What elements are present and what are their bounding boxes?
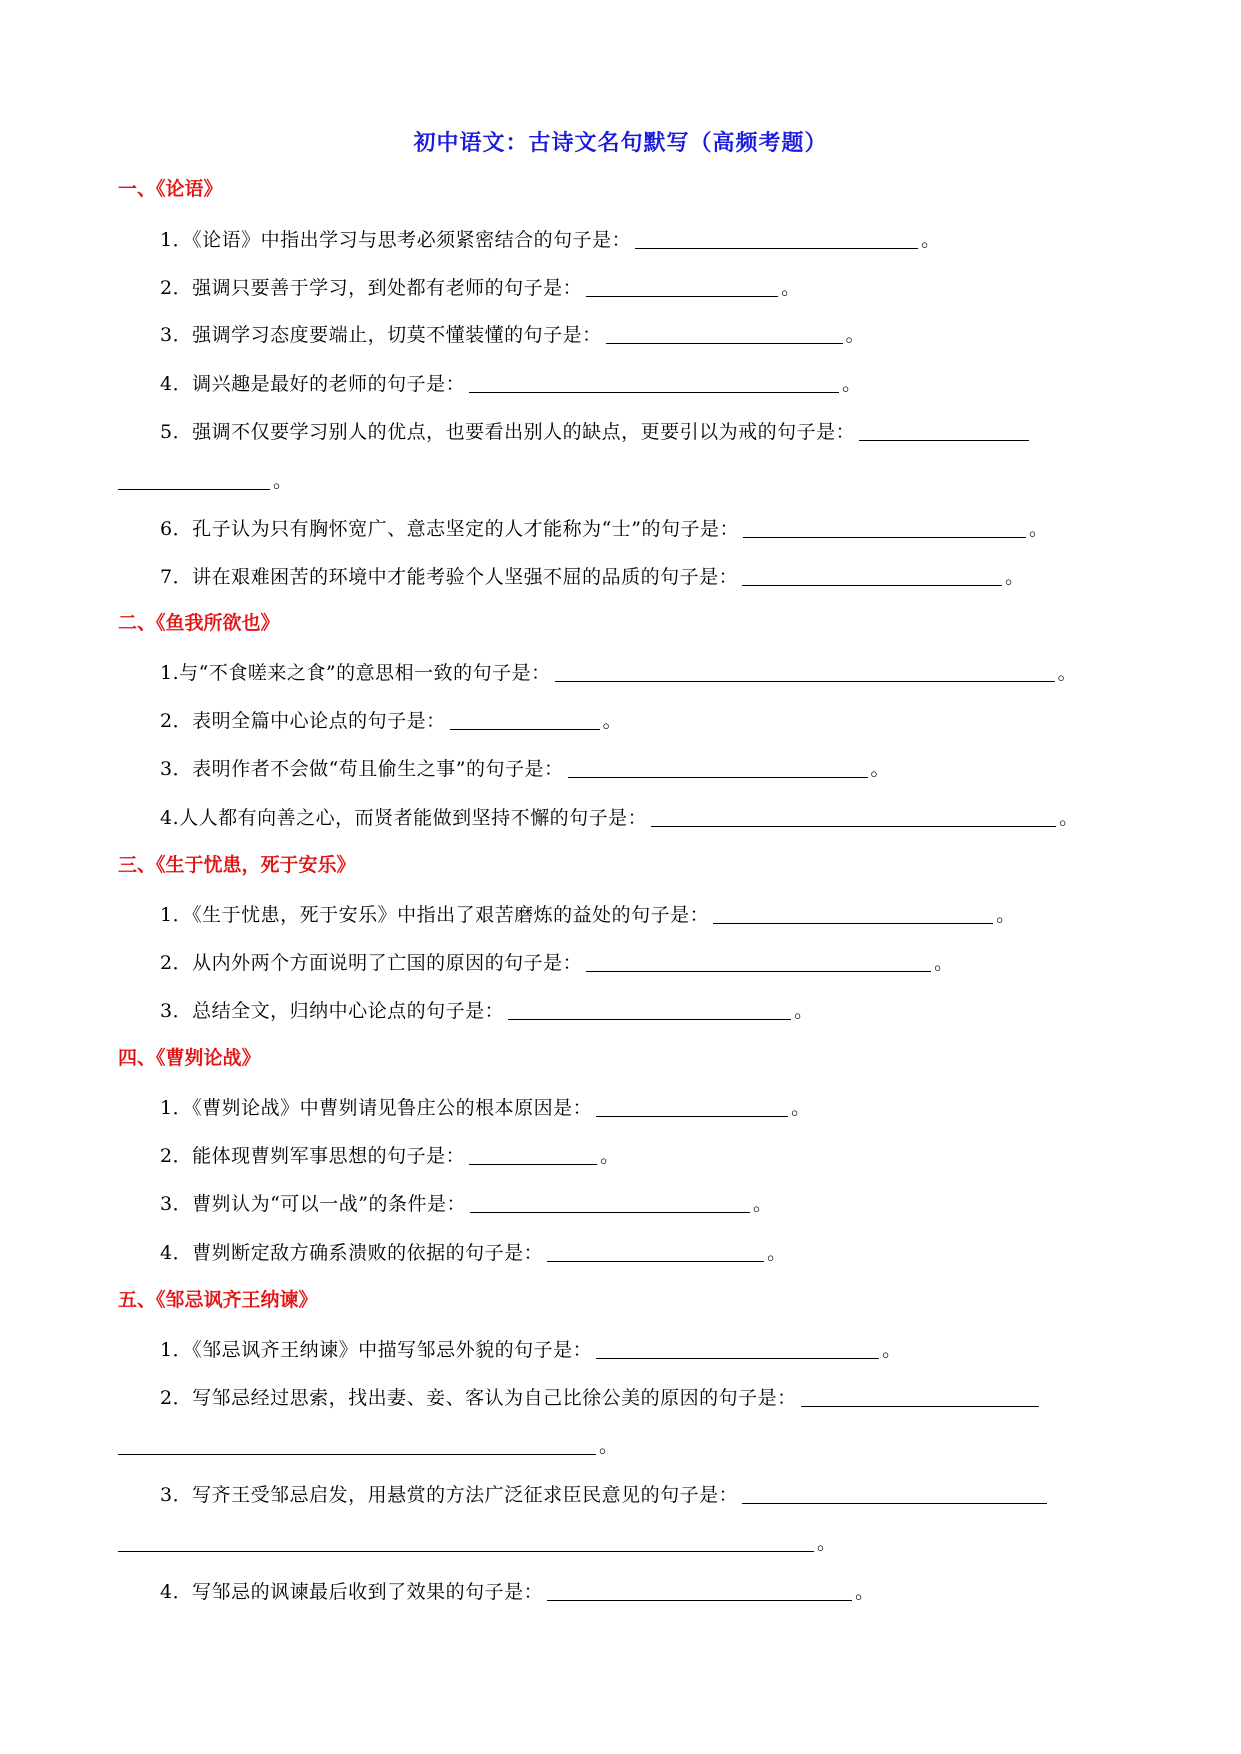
question-text: 与“不食嗟来之食”的意思相一致的句子是： — [179, 662, 551, 684]
question-text: 总结全文，归纳中心论点的句子是： — [192, 1000, 505, 1022]
question-number: 2． — [160, 952, 193, 974]
answer-blank[interactable] — [713, 903, 993, 924]
question-item — [160, 1240, 786, 1266]
question-text: 强调只要善于学习，到处都有老师的句子是： — [192, 277, 583, 299]
question-text: 表明作者不会做“苟且偷生之事”的句子是： — [192, 758, 564, 780]
question-end: 。 — [791, 1097, 811, 1119]
answer-blank[interactable] — [743, 517, 1026, 538]
answer-blank[interactable] — [555, 661, 1055, 682]
question-text: 《论语》中指出学习与思考必须紧密结合的句子是： — [192, 229, 632, 251]
question-text: 曹刿认为“可以一战”的条件是： — [192, 1193, 467, 1215]
question-item — [160, 1482, 1050, 1508]
question-end: 。 — [1057, 662, 1077, 684]
answer-blank[interactable] — [586, 276, 778, 297]
question-end: 。 — [817, 1532, 837, 1554]
answer-blank-continued[interactable] — [118, 1531, 814, 1552]
question-item — [160, 1385, 1042, 1411]
question-end: 。 — [1005, 566, 1025, 588]
answer-blank[interactable] — [742, 565, 1002, 586]
question-text: 讲在艰难困苦的环境中才能考验个人坚强不屈的品质的句子是： — [192, 566, 739, 588]
answer-blank[interactable] — [859, 420, 1029, 441]
question-item — [160, 1095, 810, 1121]
question-text: 调兴趣是最好的老师的句子是： — [192, 373, 466, 395]
question-item — [160, 1579, 874, 1605]
question-number: 2． — [160, 710, 193, 732]
question-text: 表明全篇中心论点的句子是： — [192, 710, 446, 732]
question-continuation — [118, 468, 292, 494]
answer-blank[interactable] — [596, 1338, 879, 1359]
question-number: 4． — [160, 1581, 193, 1603]
question-item — [160, 516, 1048, 542]
question-item — [160, 660, 1077, 686]
question-item — [160, 1337, 901, 1363]
question-number: 3． — [160, 1000, 193, 1022]
question-text: 写邹忌经过思索，找出妻、妾、客认为自己比徐公美的原因的句子是： — [192, 1387, 797, 1409]
question-continuation — [118, 1530, 836, 1556]
question-item — [160, 708, 622, 734]
question-text: 从内外两个方面说明了亡国的原因的句子是： — [192, 952, 583, 974]
question-text: 能体现曹刿军事思想的句子是： — [192, 1145, 466, 1167]
question-number: 1． — [160, 1339, 193, 1361]
question-end: 。 — [882, 1339, 902, 1361]
answer-blank-continued[interactable] — [118, 469, 270, 490]
answer-blank[interactable] — [742, 1483, 1047, 1504]
question-item — [160, 275, 800, 301]
answer-blank[interactable] — [508, 999, 791, 1020]
question-item — [160, 756, 890, 782]
question-end: 。 — [842, 373, 862, 395]
answer-blank[interactable] — [469, 372, 839, 393]
answer-blank[interactable] — [450, 709, 600, 730]
answer-blank[interactable] — [469, 1144, 597, 1165]
question-text: 强调不仅要学习别人的优点，也要看出别人的缺点，更要引以为戒的句子是： — [192, 421, 856, 443]
question-number: 7． — [160, 566, 193, 588]
question-number: 3． — [160, 758, 193, 780]
answer-blank[interactable] — [547, 1580, 852, 1601]
question-number: 3． — [160, 1193, 193, 1215]
question-text: 孔子认为只有胸怀宽广、意志坚定的人才能称为“士”的句子是： — [192, 518, 740, 540]
question-end: 。 — [1029, 518, 1049, 540]
question-item — [160, 902, 1015, 928]
question-end: 。 — [855, 1581, 875, 1603]
question-text: 《曹刿论战》中曹刿请见鲁庄公的根本原因是： — [192, 1097, 593, 1119]
page-title: 初中语文：古诗文名句默写（高频考题） — [413, 131, 828, 156]
answer-blank-continued[interactable] — [118, 1434, 596, 1455]
question-text: 人人都有向善之心，而贤者能做到坚持不懈的句子是： — [179, 807, 648, 829]
question-item — [160, 950, 953, 976]
question-number: 4. — [160, 807, 180, 829]
answer-blank[interactable] — [586, 951, 931, 972]
question-number: 1． — [160, 904, 193, 926]
question-end: 。 — [1059, 807, 1079, 829]
question-end: 。 — [781, 277, 801, 299]
answer-blank[interactable] — [568, 757, 868, 778]
question-end: 。 — [845, 324, 865, 346]
question-end: 。 — [602, 710, 622, 732]
question-end: 。 — [753, 1193, 773, 1215]
section-heading-zoujifengqiwang: 五、《邹忌讽齐王纳谏》 — [118, 1289, 318, 1311]
question-end: 。 — [794, 1000, 814, 1022]
question-number: 2． — [160, 1145, 193, 1167]
question-text: 《生于忧患，死于安乐》中指出了艰苦磨炼的益处的句子是： — [192, 904, 710, 926]
question-number: 3． — [160, 324, 193, 346]
answer-blank[interactable] — [596, 1096, 788, 1117]
question-number: 6． — [160, 518, 193, 540]
answer-blank[interactable] — [547, 1241, 764, 1262]
question-number: 1． — [160, 229, 193, 251]
question-item — [160, 419, 1032, 445]
question-item — [160, 998, 813, 1024]
answer-blank[interactable] — [635, 228, 918, 249]
answer-blank[interactable] — [651, 806, 1056, 827]
question-end: 。 — [767, 1242, 787, 1264]
section-heading-caoguilunzhan: 四、《曹刿论战》 — [118, 1047, 261, 1069]
question-text: 写邹忌的讽谏最后收到了效果的句子是： — [192, 1581, 544, 1603]
question-item — [160, 227, 940, 253]
question-end: 。 — [921, 229, 941, 251]
question-item — [160, 322, 865, 348]
question-end: 。 — [934, 952, 954, 974]
question-end: 。 — [273, 470, 293, 492]
question-continuation — [118, 1433, 618, 1459]
section-heading-yuwosuoyuye: 二、《鱼我所欲也》 — [118, 612, 280, 634]
question-text: 写齐王受邹忌启发，用悬赏的方法广泛征求臣民意见的句子是： — [192, 1484, 739, 1506]
question-end: 。 — [600, 1145, 620, 1167]
question-item — [160, 1191, 772, 1217]
question-number: 2． — [160, 277, 193, 299]
question-number: 4． — [160, 1242, 193, 1264]
question-number: 2． — [160, 1387, 193, 1409]
question-number: 1. — [160, 662, 180, 684]
question-text: 强调学习态度要端止，切莫不懂装懂的句子是： — [192, 324, 602, 346]
section-heading-shengyuyouhuan: 三、《生于忧患，死于安乐》 — [118, 854, 356, 876]
question-item — [160, 1143, 619, 1169]
question-text: 《邹忌讽齐王纳谏》中描写邹忌外貌的句子是： — [192, 1339, 593, 1361]
question-number: 4． — [160, 373, 193, 395]
question-number: 1． — [160, 1097, 193, 1119]
section-heading-lunyu: 一、《论语》 — [118, 178, 223, 200]
question-end: 。 — [870, 758, 890, 780]
answer-blank[interactable] — [470, 1192, 750, 1213]
answer-blank[interactable] — [606, 323, 843, 344]
question-item — [160, 805, 1078, 831]
question-number: 5． — [160, 421, 193, 443]
answer-blank[interactable] — [801, 1386, 1039, 1407]
question-item — [160, 371, 861, 397]
question-item — [160, 564, 1024, 590]
question-text: 曹刿断定敌方确系溃败的依据的句子是： — [192, 1242, 544, 1264]
question-end: 。 — [996, 904, 1016, 926]
question-end: 。 — [599, 1435, 619, 1457]
question-number: 3． — [160, 1484, 193, 1506]
